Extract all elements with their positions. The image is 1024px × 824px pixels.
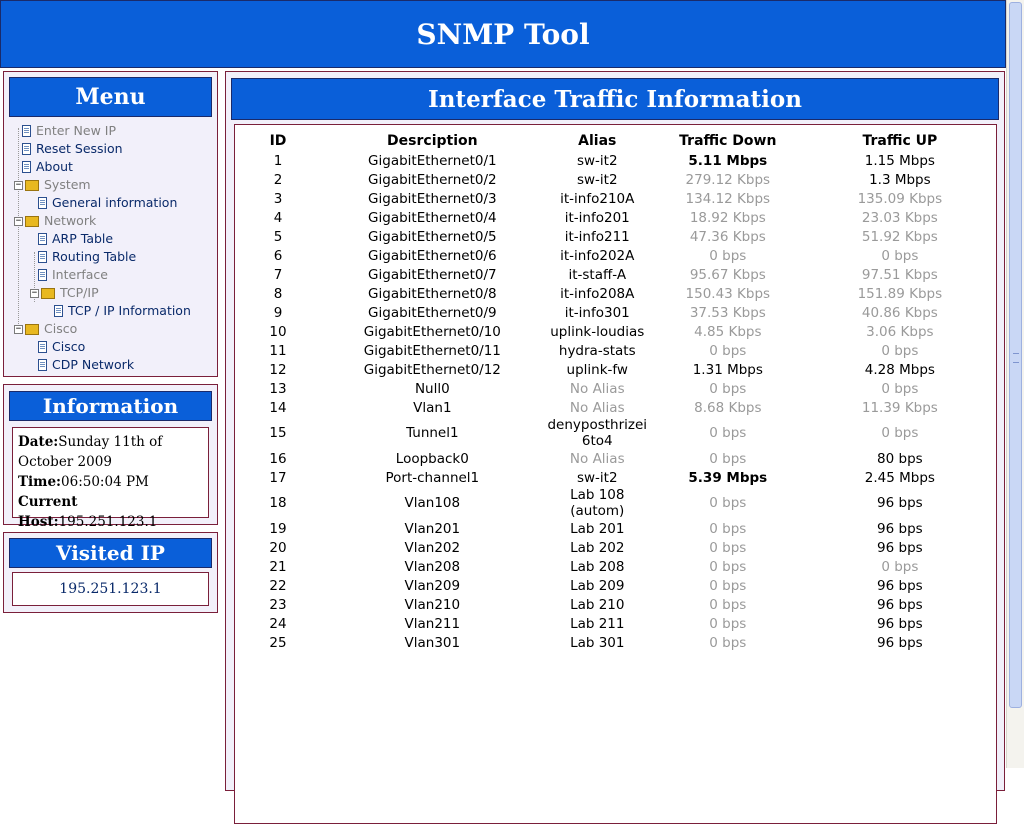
cell-description: Vlan211 xyxy=(404,615,461,632)
cell-description: Vlan210 xyxy=(404,596,461,613)
cell-description: Vlan301 xyxy=(404,634,461,651)
cell-description: GigabitEthernet0/2 xyxy=(368,171,497,188)
cell-description: Vlan201 xyxy=(404,520,461,537)
cell-traffic-down: 95.67 Kbps xyxy=(689,266,766,283)
cell-description: Loopback0 xyxy=(395,450,469,467)
col-description: Desrciption xyxy=(387,133,478,149)
cell-traffic-up: 151.89 Kbps xyxy=(857,285,943,302)
cell-id: 2 xyxy=(273,171,283,188)
cell-traffic-down: 18.92 Kbps xyxy=(689,209,766,226)
cell-traffic-up: 23.03 Kbps xyxy=(861,209,938,226)
table-header-row xyxy=(235,131,995,151)
cell-traffic-up: 1.15 Mbps xyxy=(864,152,935,169)
cell-alias: hydra-stats xyxy=(558,342,636,359)
cell-alias: denyposthrizei6to4 xyxy=(547,417,648,449)
cell-traffic-down: 4.85 Kbps xyxy=(694,323,762,340)
cell-id: 21 xyxy=(269,558,287,575)
cell-traffic-up: 0 bps xyxy=(881,425,919,441)
menu-item-cdp-network[interactable]: CDP Network xyxy=(38,356,134,374)
document-icon xyxy=(38,269,47,281)
cell-id: 19 xyxy=(269,520,287,537)
cell-alias: it-info210A xyxy=(560,190,635,207)
menu-folder-system[interactable]: − System xyxy=(15,177,91,192)
info-time: Time:06:50:04 PM xyxy=(18,474,149,490)
cell-traffic-down: 150.43 Kbps xyxy=(685,285,771,302)
cell-alias: Lab 108 (autom) xyxy=(570,487,625,519)
cell-alias: Lab 202 xyxy=(570,539,625,556)
table-row xyxy=(235,208,995,227)
information-title: Information xyxy=(9,391,212,421)
cell-traffic-down: 0 bps xyxy=(709,425,747,441)
table-row xyxy=(235,487,995,519)
col-traffic-down: Traffic Down xyxy=(679,133,777,149)
cell-description: GigabitEthernet0/1 xyxy=(368,152,497,169)
menu-item-cisco[interactable]: Cisco xyxy=(38,338,85,356)
cell-description: GigabitEthernet0/8 xyxy=(368,285,497,302)
table-row xyxy=(235,303,995,322)
visited-ip-title: Visited IP xyxy=(9,538,212,568)
menu-folder-tcpip[interactable]: − TCP/IP xyxy=(31,285,99,300)
cell-id: 20 xyxy=(269,539,287,556)
cell-alias: it-info301 xyxy=(564,304,630,321)
document-icon xyxy=(38,251,47,263)
cell-alias: No Alias xyxy=(569,380,625,397)
cell-traffic-down: 1.31 Mbps xyxy=(692,361,763,378)
cell-id: 24 xyxy=(269,615,287,632)
cell-id: 11 xyxy=(269,342,287,359)
cell-traffic-down: 0 bps xyxy=(709,247,747,264)
cell-id: 3 xyxy=(273,190,283,207)
cell-id: 18 xyxy=(269,495,287,511)
table-row xyxy=(235,151,995,170)
menu-item-enter-new-ip[interactable]: Enter New IP xyxy=(22,122,116,140)
cell-traffic-down: 0 bps xyxy=(709,520,747,537)
menu-item-interface[interactable]: Interface xyxy=(38,266,108,284)
col-alias: Alias xyxy=(578,133,617,149)
cell-id: 13 xyxy=(269,380,287,397)
cell-traffic-up: 0 bps xyxy=(881,247,919,264)
cell-traffic-down: 5.39 Mbps xyxy=(688,469,768,486)
cell-alias: it-info202A xyxy=(560,247,635,264)
cell-alias: Lab 211 xyxy=(570,615,625,632)
traffic-table xyxy=(235,131,995,652)
cell-alias: uplink-fw xyxy=(566,361,628,378)
folder-icon xyxy=(25,216,39,227)
table-row xyxy=(235,595,995,614)
cell-description: Vlan208 xyxy=(404,558,461,575)
cell-description: Vlan1 xyxy=(413,399,452,416)
menu-item-routing-table[interactable]: Routing Table xyxy=(38,248,136,266)
cell-traffic-up: 1.3 Mbps xyxy=(869,171,931,188)
cell-traffic-down: 0 bps xyxy=(709,380,747,397)
cell-description: GigabitEthernet0/6 xyxy=(368,247,497,264)
cell-description: GigabitEthernet0/5 xyxy=(368,228,497,245)
cell-traffic-down: 134.12 Kbps xyxy=(685,190,771,207)
document-icon xyxy=(22,125,31,137)
document-icon xyxy=(38,341,47,353)
collapse-icon[interactable]: − xyxy=(31,287,38,298)
collapse-icon[interactable]: − xyxy=(15,215,22,226)
cell-traffic-up: 4.28 Mbps xyxy=(864,361,935,378)
table-row xyxy=(235,227,995,246)
cell-alias: sw-it2 xyxy=(576,469,618,486)
table-row xyxy=(235,538,995,557)
cell-traffic-down: 37.53 Kbps xyxy=(689,304,766,321)
cell-alias: it-info208A xyxy=(560,285,635,302)
col-id: ID xyxy=(269,133,287,149)
cell-traffic-up: 51.92 Kbps xyxy=(861,228,938,245)
cell-description: GigabitEthernet0/9 xyxy=(368,304,497,321)
table-row xyxy=(235,189,995,208)
visited-ip-panel xyxy=(3,532,218,613)
cell-traffic-down: 0 bps xyxy=(709,342,747,359)
cell-id: 25 xyxy=(269,634,287,651)
cell-traffic-up: 3.06 Kbps xyxy=(866,323,934,340)
table-row xyxy=(235,398,995,417)
cell-description: Port-channel1 xyxy=(385,469,480,486)
page-scrollbar[interactable] xyxy=(1006,0,1024,768)
folder-icon xyxy=(25,324,39,335)
table-row xyxy=(235,519,995,538)
cell-id: 22 xyxy=(269,577,287,594)
cell-alias: Lab 301 xyxy=(570,634,625,651)
cell-alias: uplink-loudias xyxy=(550,323,645,340)
traffic-table-body xyxy=(235,151,995,652)
cell-description: GigabitEthernet0/11 xyxy=(363,342,501,359)
cell-description: Vlan108 xyxy=(404,495,461,511)
cell-alias: Lab 209 xyxy=(570,577,625,594)
cell-description: Vlan209 xyxy=(404,577,461,594)
cell-id: 6 xyxy=(273,247,283,264)
cell-id: 12 xyxy=(269,361,287,378)
table-row xyxy=(235,341,995,360)
main-title: Interface Traffic Information xyxy=(231,78,999,120)
cell-traffic-down: 0 bps xyxy=(709,558,747,575)
table-row xyxy=(235,246,995,265)
cell-traffic-down: 279.12 Kbps xyxy=(685,171,771,188)
folder-icon xyxy=(41,288,55,299)
cell-traffic-up: 96 bps xyxy=(877,495,923,511)
table-row xyxy=(235,557,995,576)
menu-item-tcp-ip-information[interactable]: TCP / IP Information xyxy=(54,302,191,320)
cell-id: 5 xyxy=(273,228,283,245)
info-date: Date:Sunday 11th of October 2009 xyxy=(18,434,163,470)
grip-icon xyxy=(1013,353,1019,363)
menu-folder-network[interactable]: − Network xyxy=(15,213,97,228)
cell-alias: it-info201 xyxy=(564,209,630,226)
cell-traffic-up: 97.51 Kbps xyxy=(861,266,938,283)
cell-id: 4 xyxy=(273,209,283,226)
cell-traffic-down: 0 bps xyxy=(709,495,747,511)
menu-folder-cisco[interactable]: − Cisco xyxy=(15,321,78,336)
folder-icon xyxy=(25,180,39,191)
document-icon xyxy=(38,197,47,209)
table-row xyxy=(235,449,995,468)
table-row xyxy=(235,265,995,284)
cell-id: 1 xyxy=(273,152,283,169)
cell-traffic-up: 2.45 Mbps xyxy=(864,469,935,486)
cell-id: 9 xyxy=(273,304,283,321)
table-row xyxy=(235,417,995,449)
cell-traffic-down: 47.36 Kbps xyxy=(689,228,766,245)
cell-id: 8 xyxy=(273,285,283,302)
cell-traffic-down: 0 bps xyxy=(709,450,747,467)
document-icon xyxy=(38,233,47,245)
visited-ip-box xyxy=(12,572,209,606)
cell-traffic-down: 8.68 Kbps xyxy=(694,399,762,416)
col-traffic-up: Traffic UP xyxy=(862,133,938,149)
cell-traffic-down: 0 bps xyxy=(709,634,747,651)
table-row xyxy=(235,322,995,341)
document-icon xyxy=(22,143,31,155)
visited-ip-link[interactable]: 195.251.123.1 xyxy=(59,581,162,597)
document-icon xyxy=(22,161,31,173)
cell-description: Tunnel1 xyxy=(406,425,459,441)
cell-alias: sw-it2 xyxy=(576,171,618,188)
information-box xyxy=(12,427,209,530)
traffic-table-box xyxy=(234,124,997,824)
cell-traffic-down: 5.11 Mbps xyxy=(688,152,768,169)
cell-traffic-up: 96 bps xyxy=(877,596,923,613)
menu-panel xyxy=(3,71,218,377)
cell-description: GigabitEthernet0/4 xyxy=(368,209,497,226)
cell-alias: No Alias xyxy=(569,399,625,416)
collapse-icon[interactable]: − xyxy=(15,179,22,190)
app-title: SNMP Tool xyxy=(416,17,590,51)
cell-description: GigabitEthernet0/10 xyxy=(363,323,501,340)
cell-traffic-up: 0 bps xyxy=(881,342,919,359)
cell-id: 15 xyxy=(269,425,287,441)
document-icon xyxy=(54,305,63,317)
menu-title: Menu xyxy=(9,77,212,117)
cell-id: 14 xyxy=(269,399,287,416)
cell-traffic-up: 96 bps xyxy=(877,539,923,556)
cell-id: 23 xyxy=(269,596,287,613)
main-panel xyxy=(225,71,1005,791)
cell-description: Null0 xyxy=(414,380,450,397)
cell-id: 7 xyxy=(273,266,283,283)
cell-description: GigabitEthernet0/7 xyxy=(368,266,497,283)
table-row xyxy=(235,468,995,487)
menu-item-general-information[interactable]: General information xyxy=(38,194,177,212)
cell-alias: sw-it2 xyxy=(576,152,618,169)
info-current-host: Current Host:195.251.123.1 xyxy=(18,494,158,530)
cell-traffic-down: 0 bps xyxy=(709,615,747,632)
table-row xyxy=(235,576,995,595)
table-row xyxy=(235,284,995,303)
app-header xyxy=(0,0,1006,68)
table-row xyxy=(235,360,995,379)
menu-item-arp-table[interactable]: ARP Table xyxy=(38,230,113,248)
cell-id: 10 xyxy=(269,323,287,340)
cell-traffic-up: 96 bps xyxy=(877,577,923,594)
cell-traffic-down: 0 bps xyxy=(709,577,747,594)
table-row xyxy=(235,633,995,652)
cell-traffic-down: 0 bps xyxy=(709,596,747,613)
cell-traffic-up: 135.09 Kbps xyxy=(857,190,943,207)
collapse-icon[interactable]: − xyxy=(15,323,22,334)
table-row xyxy=(235,170,995,189)
cell-description: Vlan202 xyxy=(404,539,461,556)
cell-traffic-up: 96 bps xyxy=(877,520,923,537)
table-row xyxy=(235,614,995,633)
menu-item-reset-session[interactable]: Reset Session xyxy=(22,140,123,158)
cell-alias: it-staff-A xyxy=(568,266,627,283)
document-icon xyxy=(38,359,47,371)
table-row xyxy=(235,379,995,398)
cell-alias: Lab 208 xyxy=(570,558,625,575)
cell-alias: Lab 210 xyxy=(570,596,625,613)
cell-traffic-up: 96 bps xyxy=(877,615,923,632)
cell-traffic-up: 40.86 Kbps xyxy=(861,304,938,321)
cell-description: GigabitEthernet0/12 xyxy=(363,361,501,378)
cell-traffic-up: 96 bps xyxy=(877,634,923,651)
menu-item-about[interactable]: About xyxy=(22,158,73,176)
cell-alias: Lab 201 xyxy=(570,520,625,537)
cell-traffic-up: 0 bps xyxy=(881,380,919,397)
cell-description: GigabitEthernet0/3 xyxy=(368,190,497,207)
cell-traffic-up: 0 bps xyxy=(881,558,919,575)
information-panel xyxy=(3,384,218,530)
cell-alias: it-info211 xyxy=(564,228,630,245)
cell-traffic-up: 11.39 Kbps xyxy=(861,399,938,416)
cell-id: 17 xyxy=(269,469,287,486)
cell-traffic-up: 80 bps xyxy=(877,450,923,467)
cell-alias: No Alias xyxy=(569,450,625,467)
cell-id: 16 xyxy=(269,450,287,467)
cell-traffic-down: 0 bps xyxy=(709,539,747,556)
scrollbar-thumb[interactable] xyxy=(1009,2,1022,708)
